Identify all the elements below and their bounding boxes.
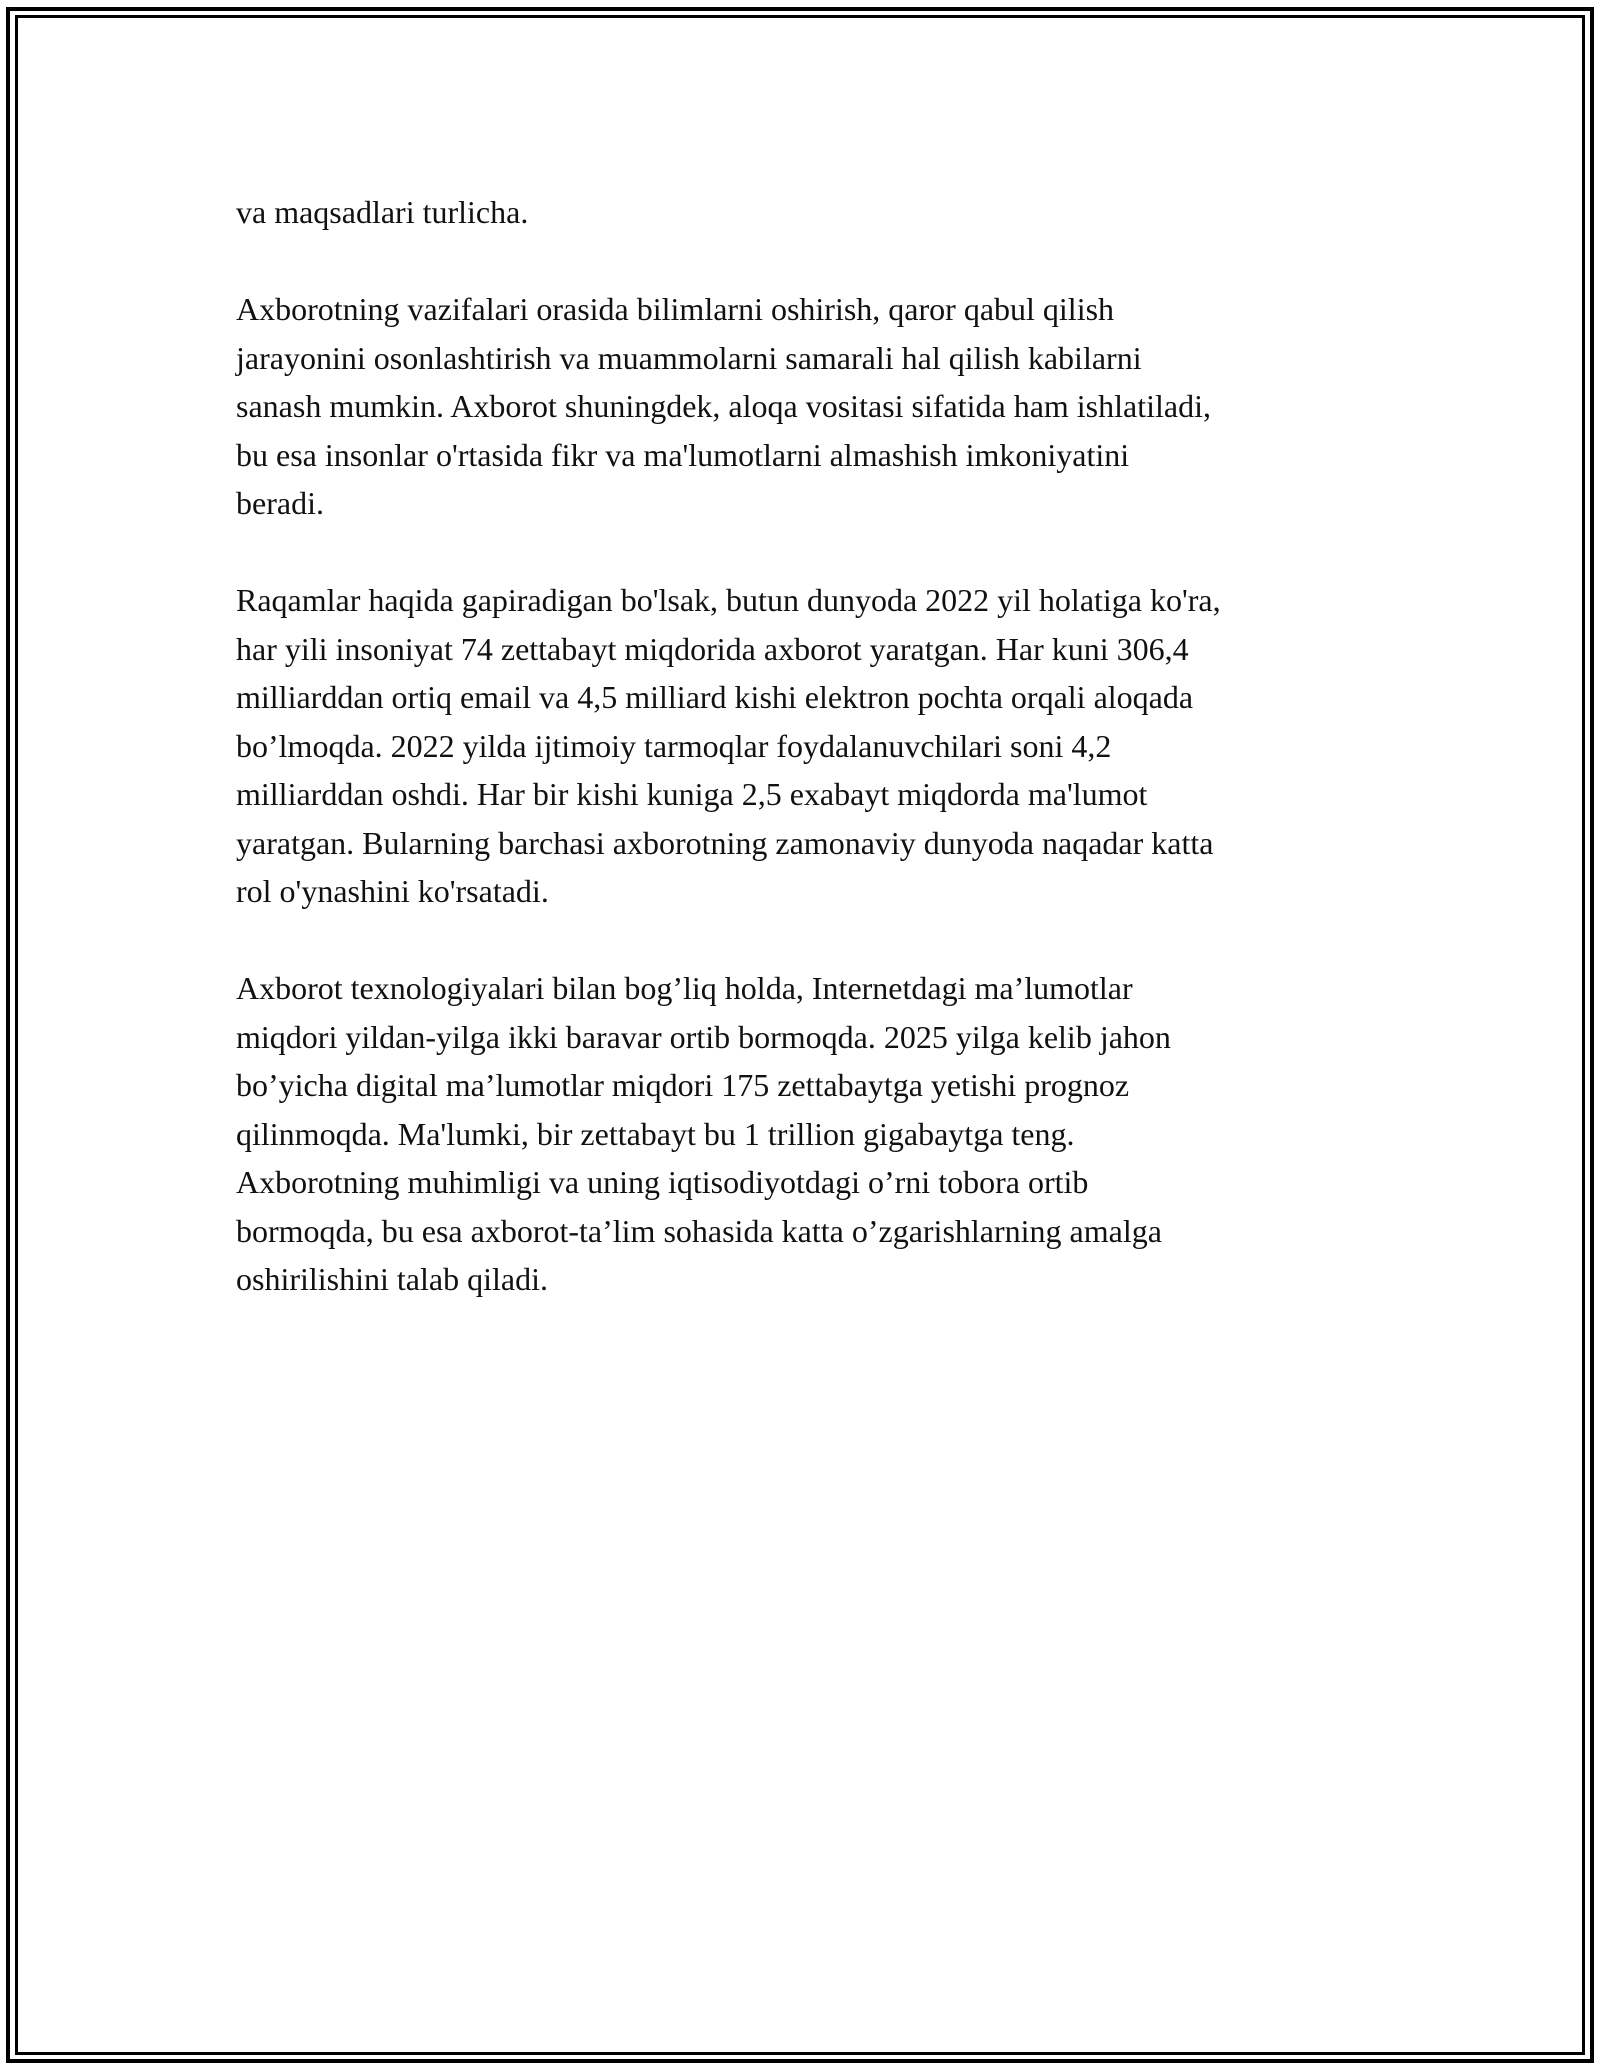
text-line: yaratgan. Bularning barchasi axborotning zamonaviy dunyoda naqadar katta — [236, 824, 1214, 861]
text-line: milliarddan oshdi. Har bir kishi kuniga 2,5 exabayt miqdorda ma'lumot — [236, 776, 1148, 812]
paragraph-3 — [236, 576, 1376, 916]
text-line: bormoqda, bu esa axborot-ta’lim sohasida katta o’zgarishlarning amalga — [236, 1212, 1162, 1249]
text-line: Axborot texnologiyalari bilan bog’liq holda, Internetdagi ma’lumotlar — [236, 970, 1133, 1006]
text-line: bu esa insonlar o'rtasida fikr va ma'lumotlarni almashish imkoniyatini — [236, 436, 1130, 473]
text-line: oshirilishini talab qiladi. — [236, 1261, 548, 1297]
text-line: jarayonini osonlashtirish va muammolarni samarali hal qilish kabilarni — [236, 339, 1142, 376]
paragraph-1 — [236, 188, 1376, 237]
paragraph-2 — [236, 285, 1376, 528]
text-line: Axborotning muhimligi va uning iqtisodiyotdagi o’rni tobora ortib — [236, 1164, 1089, 1200]
document-body — [236, 188, 1376, 1352]
text-line: sanash mumkin. Axborot shuningdek, aloqa vositasi sifatida ham ishlatiladi, — [236, 388, 1211, 424]
text-line: beradi. — [236, 485, 324, 521]
text-line: miqdori yildan-yilga ikki baravar ortib bormoqda. 2025 yilga kelib jahon — [236, 1018, 1171, 1055]
text-line: qilinmoqda. Ma'lumki, bir zettabayt bu 1 trillion gigabaytga teng. — [236, 1115, 1075, 1152]
text-line: milliarddan ortiq email va 4,5 milliard kishi elektron pochta orqali aloqada — [236, 679, 1194, 715]
text-line: bo’yicha digital ma’lumotlar miqdori 175 zettabaytga yetishi prognoz — [236, 1067, 1130, 1103]
text-line: bo’lmoqda. 2022 yilda ijtimoiy tarmoqlar foydalanuvchilari soni 4,2 — [236, 727, 1112, 764]
text-line: va maqsadlari turlicha. — [236, 194, 529, 230]
paragraph-4 — [236, 964, 1376, 1304]
text-line: Raqamlar haqida gapiradigan bo'lsak, butun dunyoda 2022 yil holatiga ko'ra, — [236, 582, 1221, 618]
text-line: Axborotning vazifalari orasida bilimlarni oshirish, qaror qabul qilish — [236, 291, 1115, 327]
text-line: rol o'ynashini ko'rsatadi. — [236, 873, 549, 909]
text-line: har yili insoniyat 74 zettabayt miqdorida axborot yaratgan. Har kuni 306,4 — [236, 630, 1189, 667]
